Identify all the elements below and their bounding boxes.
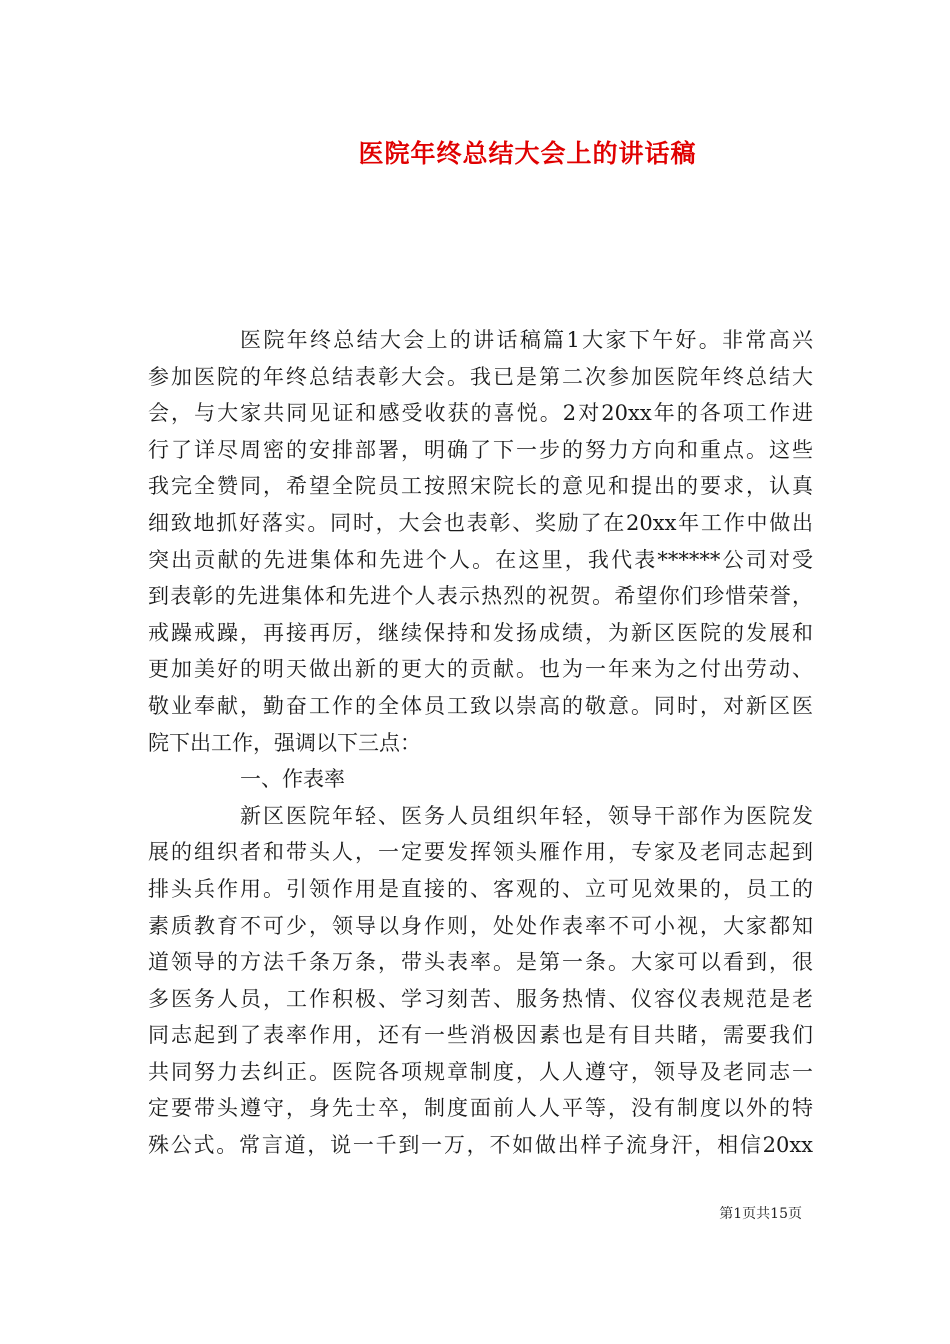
document-title-text: 医院年终总结大会上的讲话稿	[358, 139, 697, 168]
text-line: 院下出工作，强调以下三点：	[148, 730, 421, 755]
text-line: 行了详尽周密的安排部署，明确了下一步的努力方向和重点。这些	[148, 437, 813, 462]
text-line: 共同努力去纠正。医院各项规章制度，人人遵守，领导及老同志一	[148, 1059, 813, 1084]
text-line: 素质教育不可少，领导以身作则，处处作表率不可小视，大家都知	[148, 913, 813, 938]
text-line: 到表彰的先进集体和先进个人表示热烈的祝贺。希望你们珍惜荣誉，	[148, 584, 813, 609]
text-line: 敬业奉献，勤奋工作的全体员工致以崇高的敬意。同时，对新区医	[148, 693, 813, 718]
text-line: 殊公式。常言道，说一千到一万，不如做出样子流身汗，相信20xx	[148, 1133, 813, 1158]
text-line: 道领导的方法千条万条，带头表率。是第一条。大家可以看到，很	[148, 950, 813, 975]
text-line: 医院年终总结大会上的讲话稿篇1大家下午好。非常高兴	[240, 328, 813, 352]
text-line: 多医务人员，工作积极、学习刻苦、服务热情、仪容仪表规范是老	[148, 986, 813, 1011]
text-line: 会，与大家共同见证和感受收获的喜悦。2对20xx年的各项工作进	[148, 401, 813, 426]
text-line: 我完全赞同，希望全院员工按照宋院长的意见和提出的要求，认真	[148, 474, 813, 499]
text-line: 同志起到了表率作用，还有一些消极因素也是有目共睹，需要我们	[148, 1023, 813, 1048]
section-heading: 一、作表率	[240, 767, 345, 792]
paragraph-2	[148, 798, 813, 1164]
text-line: 戒躁戒躁，再接再厉，继续保持和发扬成绩，为新区医院的发展和	[148, 620, 813, 645]
text-line: 展的组织者和带头人，一定要发挥领头雁作用，专家及老同志起到	[148, 840, 813, 865]
text-line: 参加医院的年终总结表彰大会。我已是第二次参加医院年终总结大	[148, 364, 813, 389]
text-line: 突出贡献的先进集体和先进个人。在这里，我代表******公司对受	[148, 547, 813, 572]
text-line: 更加美好的明天做出新的更大的贡献。也为一年来为之付出劳动、	[148, 657, 813, 682]
text-line: 细致地抓好落实。同时，大会也表彰、奖励了在20xx年工作中做出	[148, 510, 813, 535]
document-title	[0, 134, 950, 170]
paragraph-1	[148, 322, 813, 761]
text-line: 新区医院年轻、医务人员组织年轻，领导干部作为医院发	[240, 803, 813, 828]
page-number-footer: 第1页共15页	[719, 1206, 802, 1222]
text-line: 排头兵作用。引领作用是直接的、客观的、立可见效果的，员工的	[148, 876, 813, 901]
document-body	[148, 322, 813, 1164]
text-line: 定要带头遵守，身先士卒，制度面前人人平等，没有制度以外的特	[148, 1096, 813, 1121]
